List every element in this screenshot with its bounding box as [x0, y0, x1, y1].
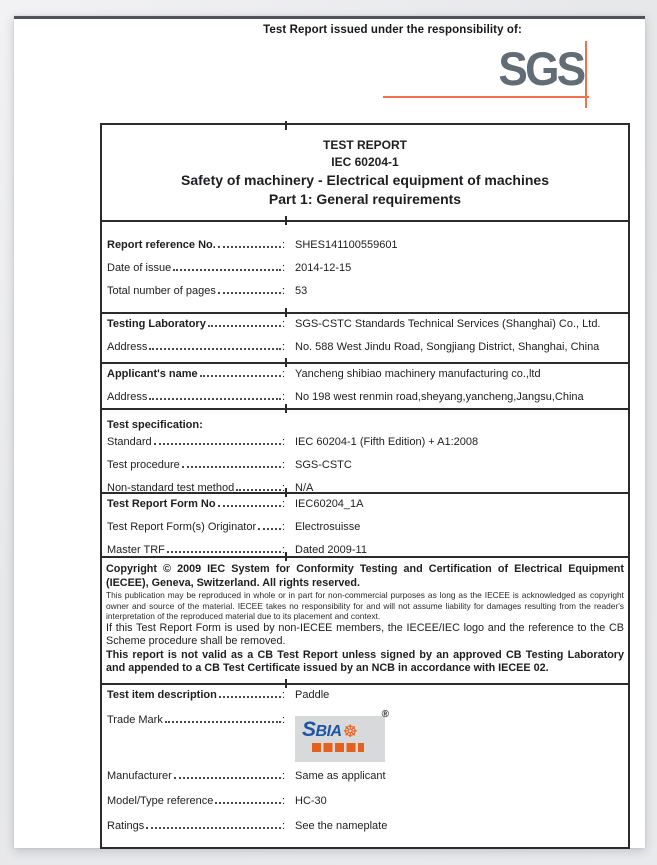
dot-leader [236, 489, 281, 491]
dot-leader [219, 696, 281, 698]
field-value: N/A [295, 482, 314, 494]
column-divider-tick [285, 404, 287, 413]
section-test-specification [102, 408, 628, 492]
field-label: Master TRF [107, 544, 165, 556]
field-label: Test Report Form No [107, 498, 216, 510]
responsibility-note: Test Report issued under the responsibility of: [263, 24, 522, 36]
colon: : [281, 391, 285, 403]
colon: : [281, 714, 285, 726]
sgs-logo-text: SGS [498, 42, 583, 95]
title-block [102, 125, 628, 220]
colon: : [281, 544, 285, 556]
field-label: Non-standard test method [107, 482, 235, 494]
copyright-statement: Copyright © 2009 IEC System for Conformity Testing and Certification of Electrical Equipment (IECEE), Geneva, Switzerland. All rights reserved. [106, 563, 624, 589]
registered-trademark-icon: ® [381, 709, 389, 720]
non-iecee-note: If this Test Report Form is used by non-IECEE members, the IECEE/IEC logo and the reference to the CB Scheme procedure shall be removed. [106, 621, 624, 648]
trademark-logo [295, 709, 389, 762]
column-divider-tick [285, 552, 287, 561]
field-label: Manufacturer [107, 770, 172, 782]
section-test-report-form [102, 492, 628, 556]
standard-number: IEC 60204-1 [331, 155, 399, 169]
dot-leader [154, 443, 281, 445]
section-report-reference [102, 220, 628, 312]
dot-leader [149, 398, 281, 400]
colon: : [281, 795, 285, 807]
field-row [107, 368, 623, 391]
field-row [107, 795, 623, 820]
section-copyright [102, 556, 628, 683]
colon: : [281, 341, 285, 353]
field-value: SHES141100559601 [295, 239, 398, 251]
field-row [107, 436, 623, 459]
dot-leader [146, 827, 281, 829]
dot-leader [149, 348, 281, 350]
column-divider-tick [285, 679, 287, 688]
copyright-fine-print: This publication may be reproduced in whole or in part for non-commercial purposes as long as the IECEE is acknowledged as copyright owner and source of the material. IECEE takes no responsibility for and will not assume liability for damages resulting from the reader's interpretation of the reproduced material due to its placement and context. [106, 590, 624, 622]
column-divider-tick [285, 121, 287, 130]
field-label: Testing Laboratory [107, 318, 206, 330]
field-value: No 198 west renmin road,sheyang,yancheng,Jangsu,China [295, 391, 584, 403]
field-label: Applicant's name [107, 368, 198, 380]
colon: : [281, 482, 285, 494]
field-value: Dated 2009-11 [295, 544, 367, 556]
dot-leader [218, 246, 281, 248]
colon: : [281, 689, 285, 701]
dot-leader [258, 528, 281, 530]
field-label: Report reference No. [107, 239, 216, 251]
field-label: Date of issue [107, 262, 172, 274]
field-value: 2014-12-15 [295, 262, 352, 274]
colon: : [281, 318, 285, 330]
field-value: Yancheng shibiao machinery manufacturing co.,ltd [295, 368, 541, 380]
field-row [107, 239, 623, 262]
column-divider-tick [285, 488, 287, 497]
colon: : [281, 262, 285, 274]
colon: : [281, 368, 285, 380]
field-label: Test Report Form(s) Originator [107, 521, 257, 533]
field-label: Standard [107, 436, 152, 448]
field-row [107, 262, 623, 285]
cb-validity-note: This report is not valid as a CB Test Report unless signed by an approved CB Testing Laboratory and appended to a CB Test Certificate issued by an NCB in accordance with IECEE 02. [106, 648, 624, 675]
field-label: Address [107, 391, 148, 403]
field-label: Total number of pages [107, 285, 216, 297]
field-label: Address [107, 341, 148, 353]
report-title: TEST REPORT [322, 138, 407, 152]
report-page [14, 16, 645, 848]
section-testing-laboratory [102, 312, 628, 362]
dot-leader [167, 551, 281, 553]
field-label: Test item description [107, 689, 217, 701]
sgs-logo [469, 43, 599, 113]
section-applicant [102, 362, 628, 408]
standard-name: Safety of machinery - Electrical equipment of machines [181, 172, 549, 188]
colon: : [281, 820, 285, 832]
wheel-icon: ☸ [342, 721, 358, 741]
field-label: Ratings [107, 820, 145, 832]
field-value: Same as applicant [295, 770, 386, 782]
field-label: Trade Mark [107, 714, 163, 726]
colon: : [281, 239, 285, 251]
dot-leader [200, 375, 281, 377]
colon: : [281, 436, 285, 448]
colon: : [281, 285, 285, 297]
column-divider-tick [285, 216, 287, 225]
sgs-logo-vertical-line [585, 41, 587, 108]
column-divider-tick [285, 358, 287, 367]
field-row [107, 318, 623, 341]
field-row [107, 521, 623, 544]
sgs-logo-horizontal-line [383, 96, 589, 98]
field-value: See the nameplate [295, 820, 388, 832]
field-row [107, 285, 623, 308]
dot-leader [215, 802, 281, 804]
dot-leader [173, 269, 281, 271]
section-test-item [102, 683, 628, 843]
trademark-text: SBIA [302, 718, 342, 741]
dot-leader [218, 292, 281, 294]
field-row [107, 341, 623, 364]
dot-leader [218, 505, 281, 507]
column-divider-tick [285, 308, 287, 317]
field-row [107, 770, 623, 795]
colon: : [281, 498, 285, 510]
colon: : [281, 770, 285, 782]
field-row [107, 459, 623, 482]
dot-leader [208, 325, 281, 327]
field-value: 53 [295, 285, 308, 297]
trademark-row [107, 709, 623, 770]
field-value: Paddle [295, 689, 330, 701]
field-label: Test procedure [107, 459, 180, 471]
field-value: IEC 60204-1 (Fifth Edition) + A1:2008 [295, 436, 479, 448]
spec-section-header: Test specification: [107, 419, 203, 431]
standard-part: Part 1: General requirements [268, 191, 462, 207]
report-table [100, 123, 630, 849]
field-value: SGS-CSTC [295, 459, 352, 471]
field-value: Electrosuisse [295, 521, 361, 533]
field-row [107, 498, 623, 521]
field-value: HC-30 [295, 795, 327, 807]
dot-leader [182, 466, 281, 468]
colon: : [281, 521, 285, 533]
dot-leader [165, 721, 281, 723]
field-value: SGS-CSTC Standards Technical Services (Shanghai) Co., Ltd. [295, 318, 601, 330]
field-row [107, 820, 623, 845]
colon: : [281, 459, 285, 471]
field-label: Model/Type reference [107, 795, 214, 807]
dot-leader [174, 777, 281, 779]
field-value: No. 588 West Jindu Road, Songjiang District, Shanghai, China [295, 341, 600, 353]
field-value: IEC60204_1A [295, 498, 364, 510]
field-row [107, 689, 623, 712]
trademark-chinese-subtext [312, 743, 364, 752]
